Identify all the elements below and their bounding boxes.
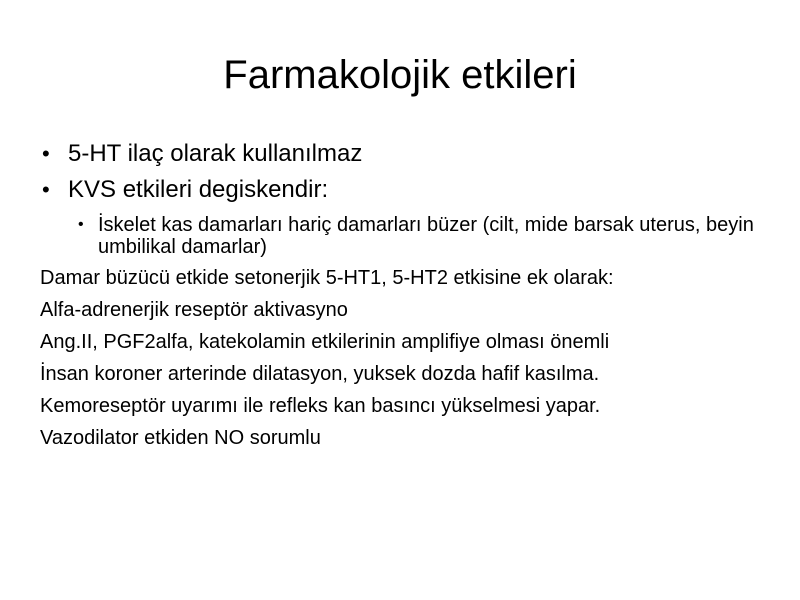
paragraph: Damar büzücü etkide setonerjik 5-HT1, 5-HT2 etkisine ek olarak: — [40, 267, 614, 289]
paragraph: Alfa-adrenerjik reseptör aktivasyno — [40, 299, 348, 321]
sub-bullet-text: İskelet kas damarları hariç damarları büzer (cilt, mide barsak uterus, beyin umbilikal damarlar) — [98, 214, 754, 258]
paragraph: Ang.II, PGF2alfa, katekolamin etkilerinin amplifiye olması önemli — [40, 331, 610, 353]
bullet-item — [40, 136, 770, 172]
paragraph: Vazodilator etkiden NO sorumlu — [40, 427, 321, 449]
bullet-item — [40, 172, 770, 208]
sub-bullet-dot-icon: • — [78, 216, 84, 233]
bullet-dot-icon: • — [42, 177, 50, 202]
bullet-text: KVS etkileri degiskendir: — [68, 176, 329, 203]
paragraph: Kemoreseptör uyarımı ile refleks kan basıncı yükselmesi yapar. — [40, 395, 601, 417]
slide-title: Farmakolojik etkileri — [223, 53, 577, 97]
sub-bullet-item — [78, 214, 770, 258]
bullet-dot-icon: • — [42, 141, 50, 166]
paragraph: İnsan koroner arterinde dilatasyon, yuksek dozda hafif kasılma. — [40, 363, 600, 385]
bullet-text: 5-HT ilaç olarak kullanılmaz — [68, 140, 363, 167]
slide-content — [40, 136, 770, 454]
